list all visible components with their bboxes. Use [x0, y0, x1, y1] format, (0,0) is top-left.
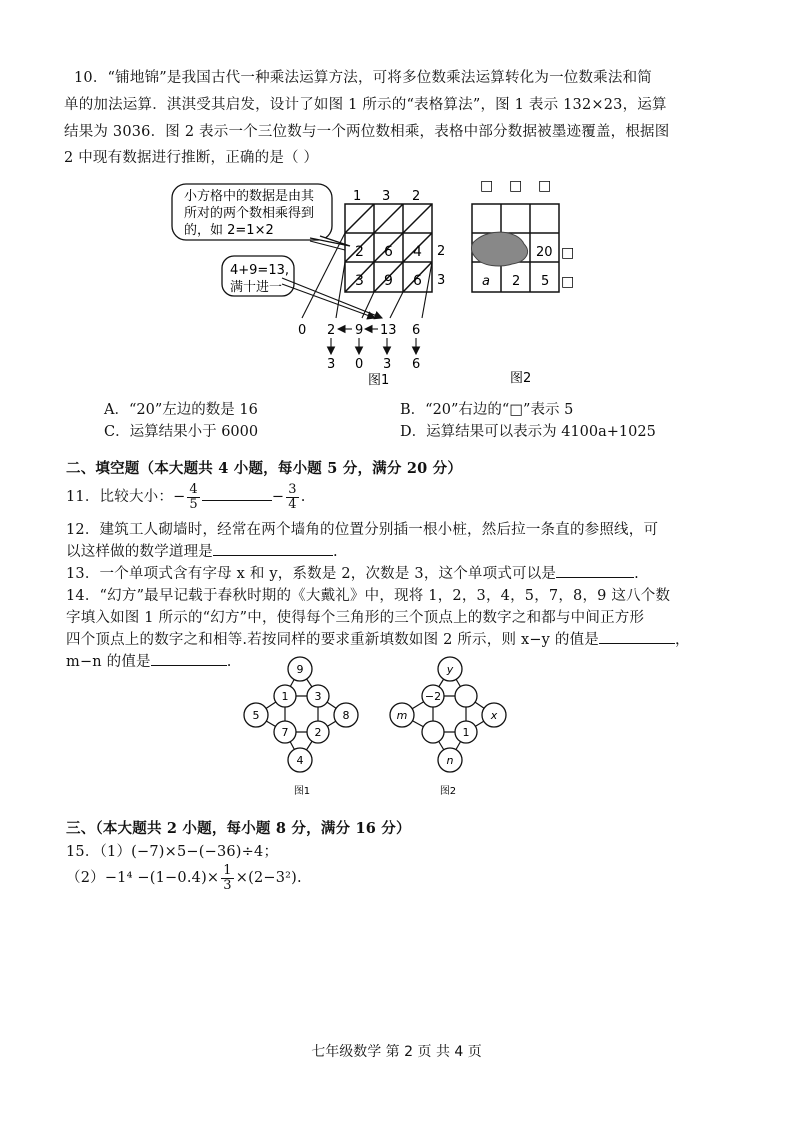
fig1-right-1: 2 — [437, 244, 446, 259]
q15-part2-post: ×(2−3²). — [235, 870, 302, 886]
fig1-sum-1: 2 — [327, 323, 336, 338]
q13-text: 13．一个单项式含有字母 x 和 y，系数是 2，次数是 3，这个单项式可以是 — [66, 566, 557, 582]
f1-bottom: 4 — [296, 754, 304, 767]
f1-right: 8 — [342, 709, 350, 722]
q12-line2 — [66, 540, 338, 561]
q15-frac-den: 3 — [223, 877, 232, 893]
f1-top: 9 — [296, 663, 304, 676]
f2-sq-tl: −2 — [424, 690, 442, 703]
q12-answer-blank[interactable] — [213, 541, 333, 556]
callout1-line1: 小方格中的数据是由其 — [184, 189, 315, 204]
q12-end: . — [333, 544, 338, 560]
q12-line1: 12．建筑工人砌墙时，经常在两个墙角的位置分别插一根小桩，然后拉一条直的参照线，可 — [66, 522, 659, 538]
q10-line1: 10．“铺地锦”是我国古代一种乘法运算方法，可将多位数乘法运算转化为一位数乘法和简 — [74, 70, 652, 86]
q10-figures — [160, 178, 600, 390]
fig2-box-top-1: □ — [480, 178, 494, 194]
fig1-right-2: 3 — [437, 273, 446, 288]
fig1-label: 图1 — [368, 373, 390, 388]
fig2-label: 图2 — [510, 371, 532, 386]
fig2-cell-2: 2 — [512, 274, 521, 289]
fig1-r2-c1: 3 — [355, 273, 364, 289]
fig1-sum-0: 0 — [298, 323, 307, 338]
q10-line2: 单的加法运算．淇淇受其启发，设计了如图 1 所示的“表格算法”，图 1 表示 132×23，运算 — [64, 97, 667, 113]
q14-figures — [236, 652, 526, 800]
fig2-box-right-1: □ — [561, 245, 575, 261]
fig2-box-top-2: □ — [509, 178, 523, 194]
q11 — [66, 480, 306, 514]
q11-fraction-2 — [286, 483, 298, 512]
fig1-res-3: 6 — [412, 357, 421, 372]
q12-line2-text: 以这样做的数学道理是 — [66, 544, 213, 560]
fig1-res-0: 3 — [327, 357, 336, 372]
q15-part1-text: （1）(−7)×5−(−36)÷4； — [99, 844, 279, 860]
page-footer: 七年级数学 第 2 页 共 4 页 — [311, 1044, 482, 1060]
q11-answer-blank[interactable] — [202, 486, 272, 501]
q14-line2: 字填入如图 1 所示的“幻方”中，使得每个三角形的三个顶点上的数字之和都与中间正方形 — [66, 610, 645, 626]
fig1-sum-3: 13 — [380, 323, 397, 338]
q15-label: 15． — [66, 844, 100, 860]
callout1-line2: 所对的两个数相乘得到 — [184, 206, 315, 221]
q13-end: . — [634, 566, 639, 582]
fig1-top-2: 3 — [382, 189, 391, 204]
f2-sq-br: 1 — [462, 726, 470, 739]
f2-top: y — [446, 663, 454, 676]
q14-answer-blank-2[interactable] — [151, 651, 227, 666]
q15-part2 — [66, 860, 302, 896]
fig1-r2-c3: 6 — [413, 273, 422, 289]
q14-line3-text: 四个顶点上的数字之和相等.若按同样的要求重新填数如图 2 所示，则 x−y 的值是 — [66, 632, 599, 648]
q14-line3 — [66, 628, 690, 649]
fig1-r1-c1: 2 — [355, 244, 364, 260]
fig1-sum-2: 9 — [355, 323, 364, 338]
fig2-box-right-2: □ — [561, 274, 575, 290]
q15-part2-pre: （2）−1⁴ −(1−0.4)× — [66, 870, 220, 886]
fig2-cell-20: 20 — [536, 245, 553, 260]
q13 — [66, 562, 639, 583]
q14-line3-end: ， — [675, 632, 690, 648]
q14-line4-end: . — [226, 654, 232, 670]
q10-option-b: B．“20”右边的“□”表示 5 — [400, 402, 574, 418]
q10-line3: 结果为 3036．图 2 表示一个三位数与一个两位数相乘，表格中部分数据被墨迹覆盖，根据图 — [64, 124, 670, 140]
f2-label: 图2 — [439, 786, 457, 797]
q10-option-a: A．“20”左边的数是 16 — [104, 402, 258, 418]
callout2-line1: 4+9=13, — [230, 263, 290, 278]
q10-option-d: D．运算结果可以表示为 4100a+1025 — [400, 424, 656, 440]
q13-answer-blank[interactable] — [556, 563, 634, 578]
q15-part1 — [66, 840, 278, 861]
q15-frac-num: 1 — [223, 862, 232, 878]
q11-minus1: − — [173, 489, 186, 505]
fig1-sum-4: 6 — [412, 323, 421, 338]
q11-f1-den: 5 — [189, 496, 198, 512]
q15-fraction — [221, 864, 233, 893]
f1-sq-bl: 7 — [281, 726, 289, 739]
f2-bottom: n — [446, 754, 454, 767]
q11-f2-num: 3 — [288, 481, 297, 497]
q11-minus2: − — [271, 489, 285, 505]
callout2-line2: 满十进一 — [230, 280, 283, 295]
callout1-line3: 的，如 2=1×2 — [184, 223, 274, 238]
q11-fraction-1 — [187, 483, 199, 512]
q14-line4 — [66, 650, 232, 671]
fig1-top-1: 1 — [353, 189, 362, 204]
f1-sq-br: 2 — [314, 726, 322, 739]
fig2-cell-5: 5 — [541, 274, 550, 289]
f2-left: m — [396, 709, 408, 722]
fig1-r2-c2: 9 — [384, 273, 393, 289]
q10-option-c: C．运算结果小于 6000 — [104, 424, 259, 440]
f1-label: 图1 — [293, 786, 311, 797]
fig2-cell-a: a — [482, 274, 490, 289]
q14-line1: 14．“幻方”最早记载于春秋时期的《大戴礼》中，现将 1，2，3，4，5，7，8，9 这八个数 — [66, 588, 671, 604]
fig1-top-3: 2 — [412, 189, 421, 204]
fig1-res-1: 0 — [355, 357, 364, 372]
fig1-r1-c3: 4 — [413, 244, 422, 260]
fig1-r1-c2: 6 — [384, 244, 393, 260]
q11-f1-num: 4 — [189, 481, 198, 497]
f1-sq-tl: 1 — [281, 690, 289, 703]
f2-right: x — [490, 709, 498, 722]
ink-blot — [472, 232, 528, 266]
q11-f2-den: 4 — [288, 496, 297, 512]
f1-sq-tr: 3 — [314, 690, 322, 703]
q14-line4-text: m−n 的值是 — [66, 654, 151, 670]
fig2-box-top-3: □ — [538, 178, 552, 194]
fig1-res-2: 3 — [383, 357, 392, 372]
section3-heading: 三、（本大题共 2 小题，每小题 8 分，满分 16 分） — [66, 820, 411, 837]
q11-end: . — [300, 489, 306, 505]
section2-heading: 二、填空题（本大题共 4 小题，每小题 5 分，满分 20 分） — [66, 460, 463, 477]
q14-answer-blank-1[interactable] — [599, 629, 675, 644]
f1-left: 5 — [252, 709, 260, 722]
q11-prefix: 11．比较大小： — [66, 489, 174, 505]
q10-line4: 2 中现有数据进行推断，正确的是（ ） — [64, 150, 319, 166]
